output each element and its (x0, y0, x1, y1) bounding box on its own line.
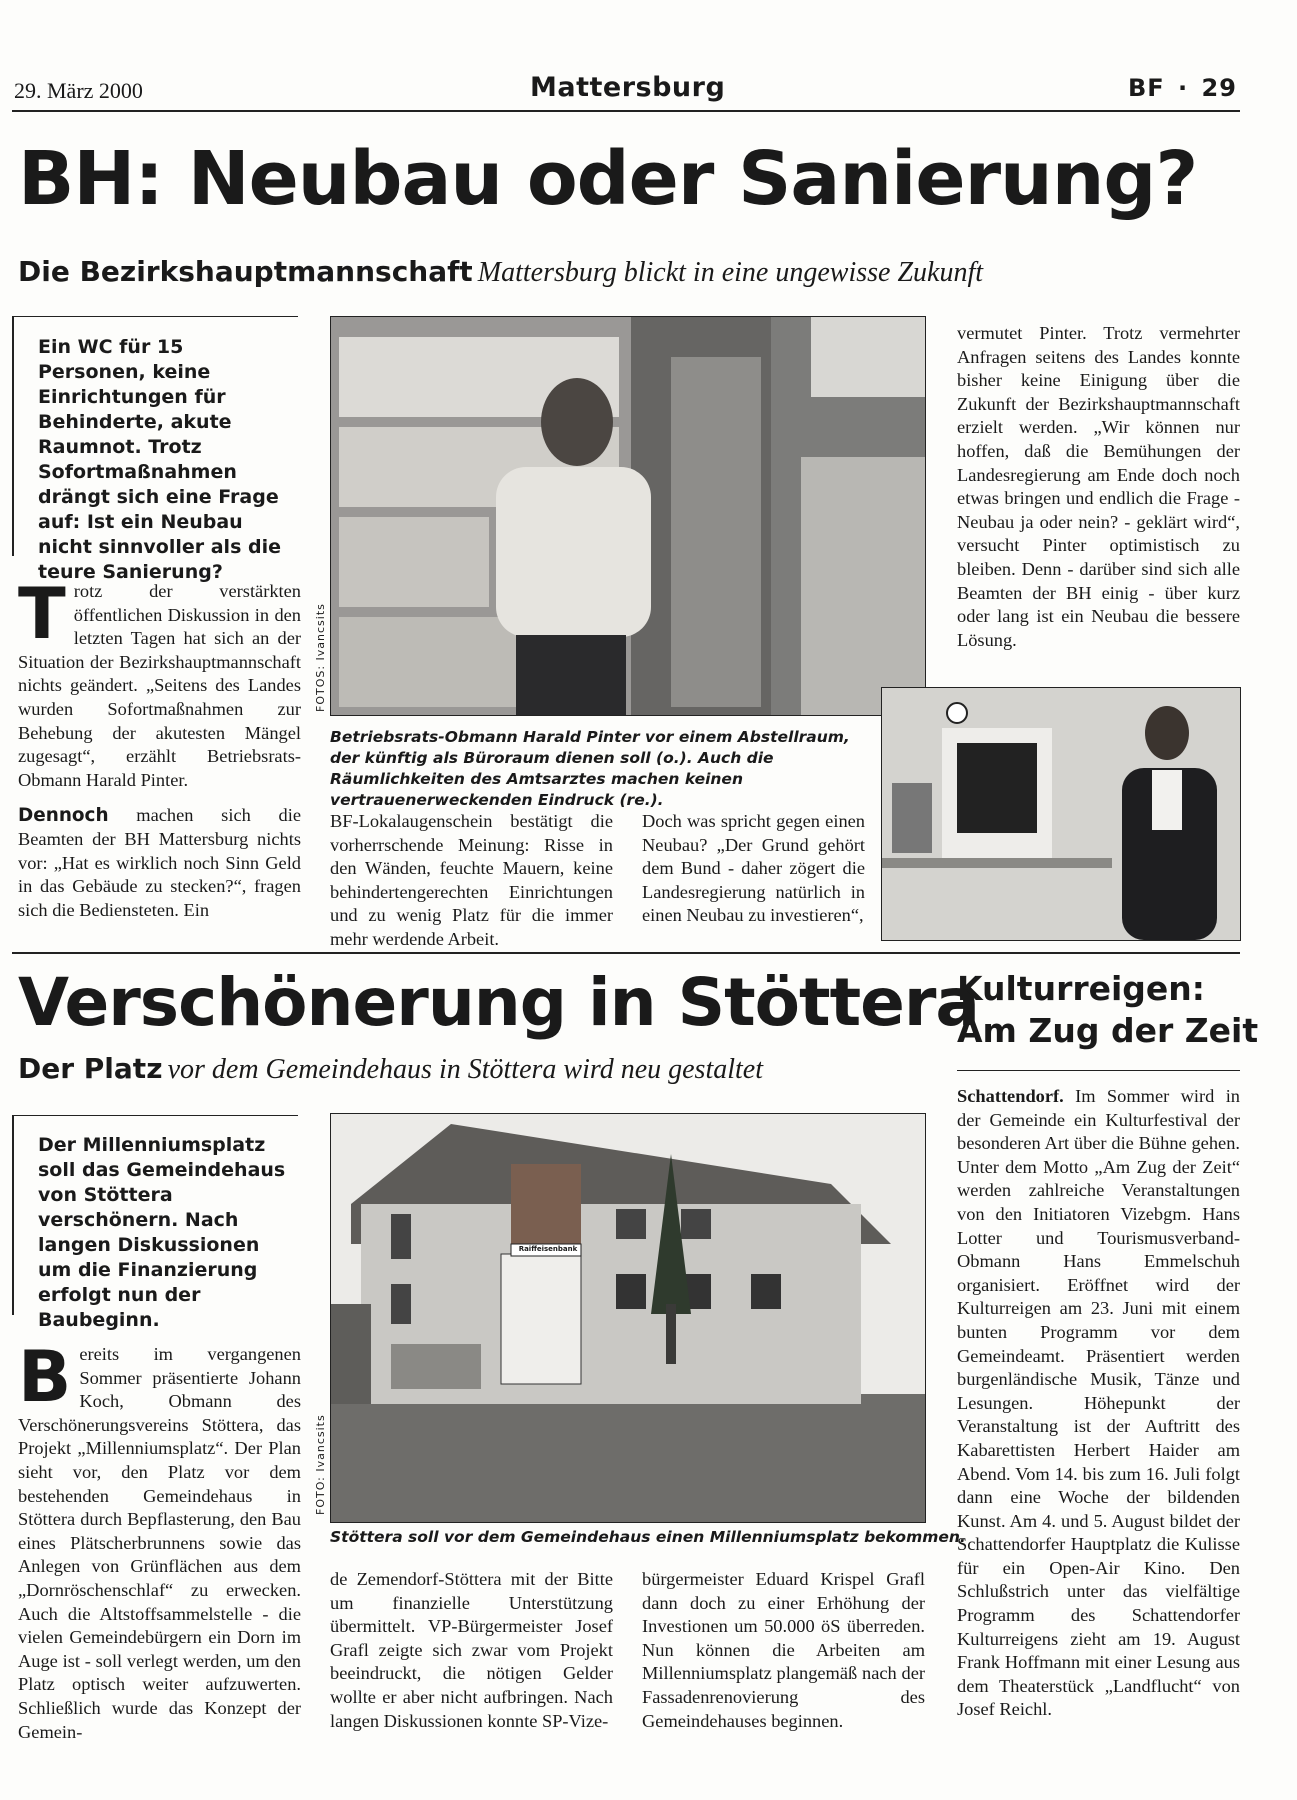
photo-illustration-house (331, 1114, 925, 1522)
article2-col2: de Zemendorf-Stöttera mit der Bitte um finanzielle Unterstützung übermittelt. VP-Bürgermeister Josef Grafl zeigte sich zwar vom Projekt beeindruckt, die nötigen Gelder wollte er aber nicht aufbringen. Nach langen Diskussionen konnte SP-Vize- (330, 1569, 613, 1731)
photo-pinter-storage-room (330, 316, 926, 716)
lead-side-rule (12, 316, 14, 556)
article1-subhead-italic: Mattersburg blickt in eine ungewisse Zukunft (477, 257, 984, 288)
lead2-rule (12, 1115, 298, 1116)
article2-col3: bürgermeister Eduard Krispel Grafl dann doch zu einer Erhöhung der Investionen um 50.000 öS überreden. Nun können die Arbeiten am Millenniumsplatz plangemäß nach der Fassadenrenovierung des Gemeindehauses beginnen. (642, 1569, 925, 1731)
article1-subhead-bold: Die Bezirkshauptmannschaft (18, 255, 473, 288)
lead-rule (12, 316, 298, 317)
article2-photo-credit: FOTO: Ivancsits (314, 1414, 327, 1515)
header-rule (12, 110, 1240, 112)
section-title: Mattersburg (530, 72, 726, 103)
article1-col2: BF-Lokalaugenschein bestätigt die vorherrschende Meinung: Risse in den Wänden, feuchte Mauern, keine behindertengerechten Einrichtungen und zu wenig Platz für die immer mehr werdende Arbeit. (330, 811, 613, 949)
article2-col1: Bereits im vergangenen Sommer präsentierte Johann Koch, Obmann des Verschönerungsvereins Stöttera, das Projekt „Millenniumsplatz“. Der Plan sieht vor, den Platz vor dem bestehenden Gemeindehaus in Stöttera durch Bepflasterung, den Bau eines Plätscherbrunnens sowie das Anlegen von Grünflächen aus dem „Dornröschenschlaf“ zu erwecken. Auch die Altstoffsammelstelle - die vielen Gemeindebürgern ein Dorn im Auge ist - soll verlegt werden, um den Platz optisch weiter aufzuwerten. Schließlich wurde das Konzept der Gemein- (18, 1336, 301, 1742)
section-divider (12, 952, 1240, 954)
page-number: 29 (1201, 74, 1237, 102)
article1-lead: Ein WC für 15 Personen, keine Einrichtungen für Behinderte, akute Raumnot. Trotz Sofortmaßnahmen drängt sich eine Frage auf: Ist ein Neubau nicht sinnvoller als die teure Sanierung? (38, 336, 281, 583)
article3-body: Schattendorf. Im Sommer wird in der Gemeinde ein Kulturfestival der besonderen Art über die Bühne gehen. Unter dem Motto „Am Zug der Zeit“ werden zahlreiche Veranstaltungen von den Initiatoren Vizebgm. Hans Lotter und Tourismusverband-Obmann Hans Emmelschuh organisiert. Eröffnet wird der Kulturreigen am 23. Juni mit einem bunten Programm vor dem Gemeindeamt. Präsentiert werden burgenländische Musik, Tänze und Lesungen. Höhepunkt der Veranstaltung ist der Auftritt des Kabarettisten Herbert Haider am Abend. Vom 14. bis zum 16. Juli folgt dann eine Woche der bildenden Kunst. Am 4. und 5. August bildet der Schattendorfer Hauptplatz die Kulisse für ein Open-Air Kino. Den Schlußstrich unter das vielfältige Programm des Schattendorfer Kulturreigens zieht am 19. August Frank Hoffmann mit einer Lesung aus dem Theaterstück „Landflucht“ von Josef Reichl. (957, 1086, 1240, 1720)
article2-subhead-bold: Der Platz (18, 1052, 163, 1085)
article1-col1-p2: Dennoch machen sich die Beamten der BH Mattersburg nichts vor: „Hat es wirklich noch Sinn Geld in das Gebäude zu stecken?“, fragen sich die Bediensteten. Ein (18, 805, 301, 920)
article1-headline: BH: Neubau oder Sanierung? (18, 136, 1198, 222)
page-marker: BF · 29 (1128, 74, 1237, 102)
article2-caption: Stöttera soll vor dem Gemeindehaus einen Millenniumsplatz bekommen. (330, 1528, 966, 1546)
article3-place: Schattendorf. (957, 1086, 1064, 1106)
article2-subhead (18, 1052, 763, 1086)
article3-headline-line1: Kulturreigen: (957, 969, 1205, 1008)
article2-dropcap: B (18, 1336, 72, 1418)
bank-sign: Raiffeisenbank (518, 1245, 578, 1253)
article1-caption: Betriebsrats-Obmann Harald Pinter vor einem Abstellraum, der künftig als Büroraum dienen soll (o.). Auch die Räumlichkeiten des Amtsarztes machen keinen vertrauenerweckenden Eindruck (re.). (330, 728, 850, 809)
article1-col4: vermutet Pinter. Trotz vermehrter Anfragen seitens des Landes konnte bisher keine Einigung über die Zukunft der Bezirkshauptmannschaft erzielt werden. „Wir können nur hoffen, daß die Bemühungen der Landesregierung am Ende doch noch etwas bringen und endlich die Frage - Neubau ja oder nein? - geklärt wird“, versucht Pinter optimistisch zu bleiben. Denn - darüber sind sich alle Beamten der BH einig - über kurz oder lang ist ein Neubau die bessere Lösung. (957, 323, 1240, 650)
article3-headline (957, 968, 1258, 1052)
paper-name: BF (1128, 74, 1165, 102)
article1-col1-p1: Trotz der verstärkten öffentlichen Diskussion in den letzten Tagen hat sich an der Situation der Bezirkshauptmannschaft nichts geändert. „Seitens des Landes wurden Sofortmaßnahmen zur Behebung der akutesten Mängel zugesagt“, erzählt Betriebsrats-Obmann Harald Pinter. (18, 573, 301, 790)
photo-doctor-office (881, 687, 1241, 941)
article3-headline-line2: Am Zug der Zeit (957, 1011, 1259, 1050)
lead2-side-rule (12, 1115, 14, 1315)
article1-col1 (18, 573, 301, 922)
article3-rule (957, 1070, 1240, 1071)
article1-col3: Doch was spricht gegen einen Neubau? „Der Grund gehört dem Bund - daher zögert die Landesregierung natürlich in einen Neubau zu investieren“, (642, 811, 865, 926)
article2-headline: Verschönerung in Stöttera (18, 964, 979, 1041)
photo-illustration-office (882, 688, 1240, 940)
photo-illustration-storage (331, 317, 925, 715)
article1-subhead (18, 255, 983, 289)
issue-date: 29. März 2000 (14, 78, 143, 103)
photo-gemeindehaus (330, 1113, 926, 1523)
article1-dropcap: T (18, 573, 66, 655)
article1-photo-credit: FOTOS: Ivancsits (314, 603, 327, 712)
article2-lead: Der Millenniumsplatz soll das Gemeindehaus von Stöttera verschönern. Nach langen Diskussionen um die Finanzierung erfolgt nun der Baubeginn. (38, 1134, 286, 1331)
article2-subhead-italic: vor dem Gemeindehaus in Stöttera wird neu gestaltet (167, 1054, 764, 1085)
